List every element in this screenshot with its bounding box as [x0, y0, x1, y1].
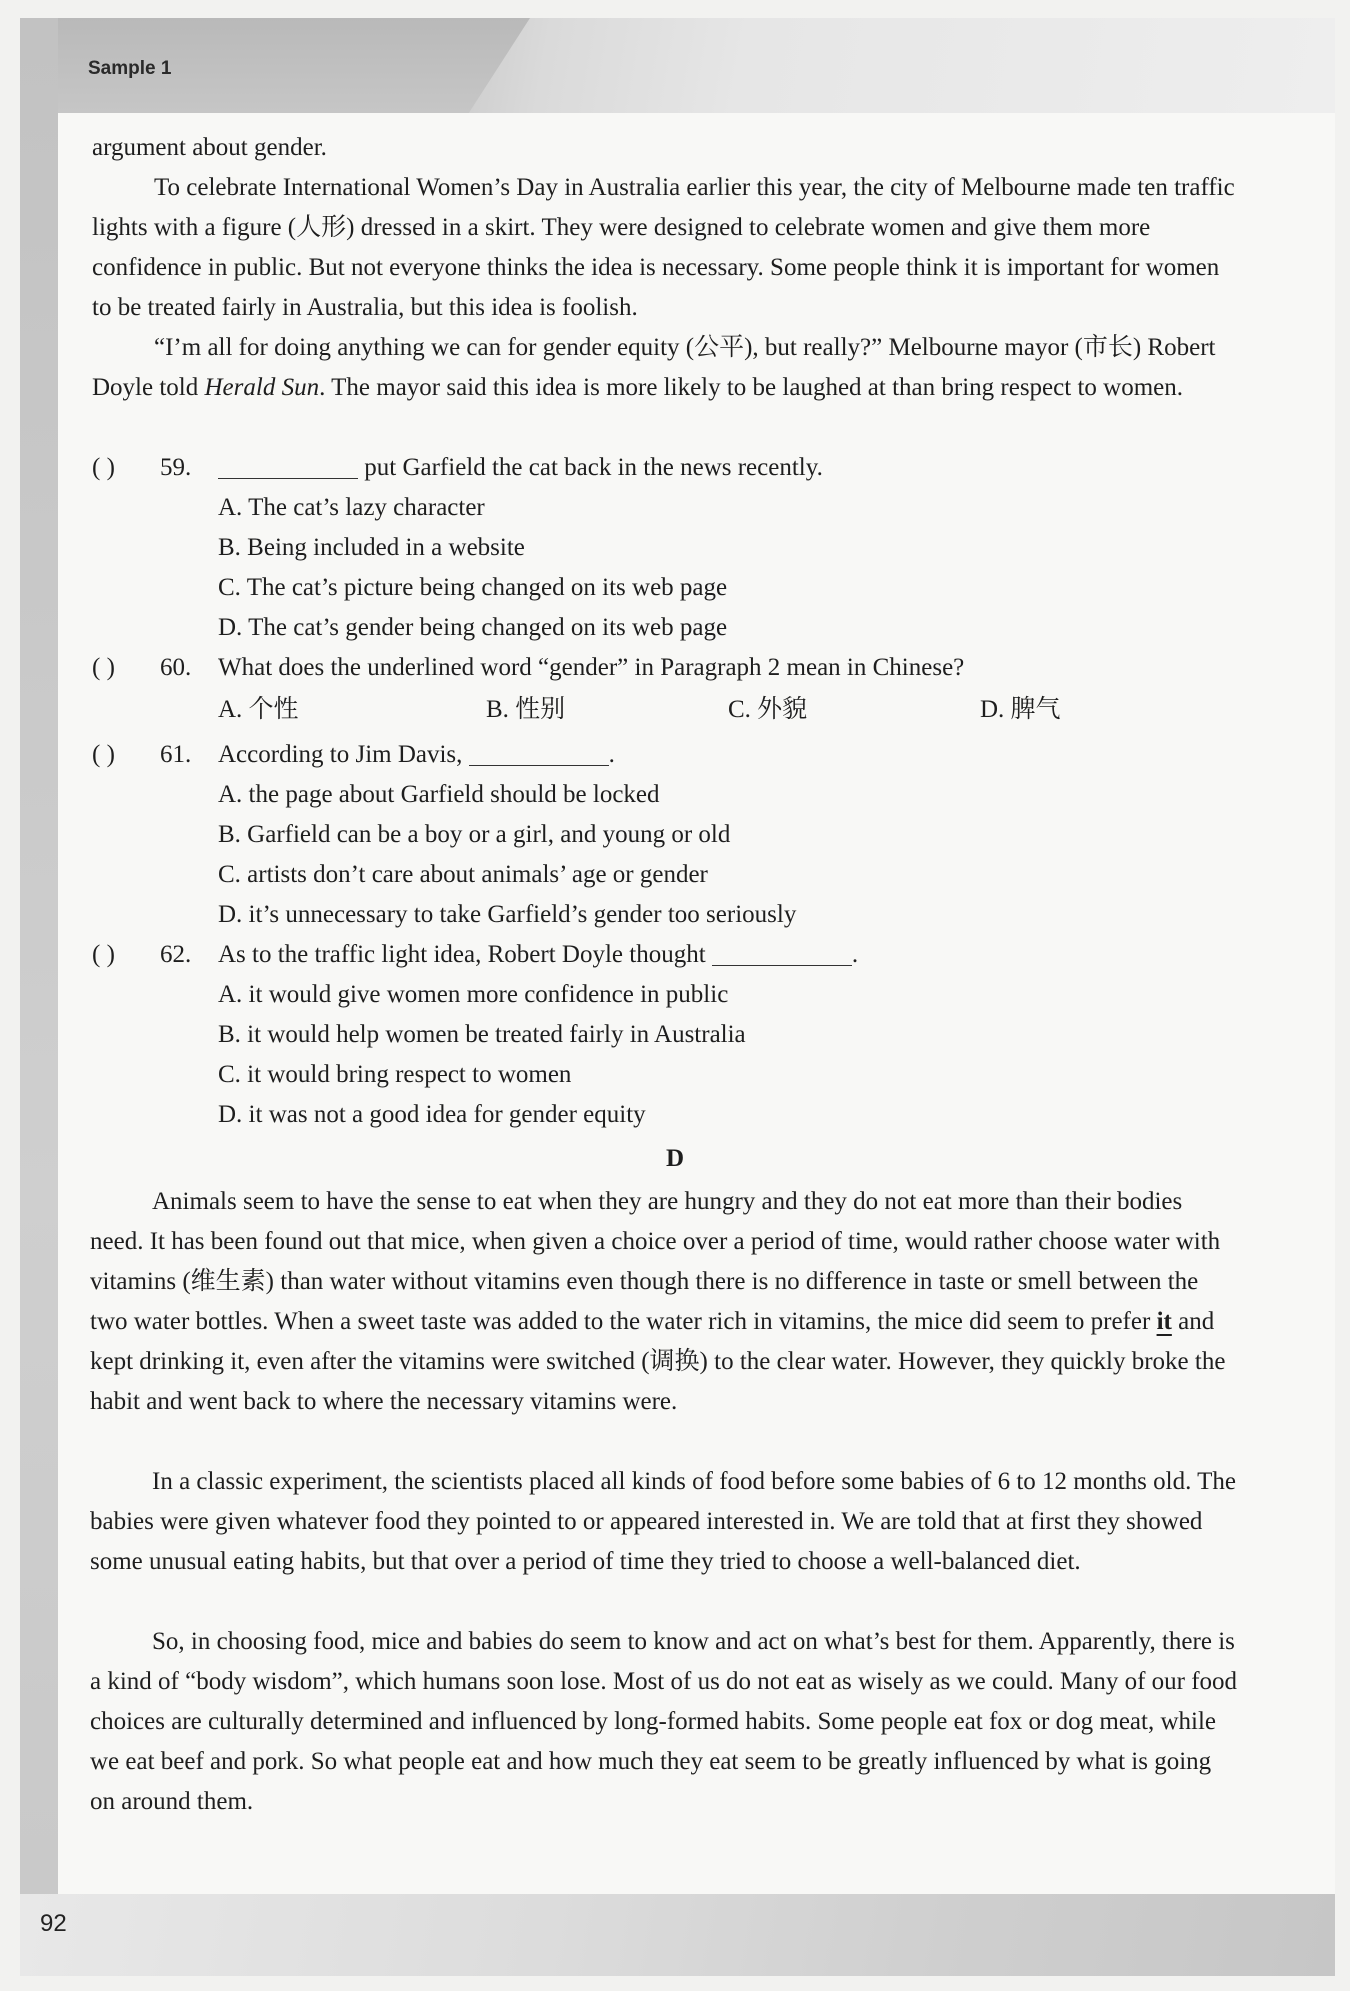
option-b[interactable]: B. Being included in a website — [218, 534, 525, 561]
option-d[interactable]: D. it was not a good idea for gender equity — [218, 1101, 646, 1128]
answer-bracket[interactable]: ( ) — [92, 741, 115, 768]
mayor-text-2: . The mayor said this idea is more likely to be laughed at than bring respect to women. — [319, 374, 1183, 401]
question-stem: As to the traffic light idea, Robert Doyle thought . — [218, 941, 859, 968]
question-number: 59. — [160, 454, 192, 481]
answer-bracket[interactable]: ( ) — [92, 454, 115, 481]
paragraph-mayor — [92, 328, 1242, 408]
answer-blank[interactable] — [218, 454, 358, 479]
option-a[interactable]: A. 个性 — [218, 696, 299, 723]
option-a[interactable]: A. the page about Garfield should be locked — [218, 781, 660, 808]
answer-blank[interactable] — [712, 941, 852, 966]
continued-line: argument about gender. — [92, 134, 327, 161]
answer-bracket[interactable]: ( ) — [92, 654, 115, 681]
answer-bracket[interactable]: ( ) — [92, 941, 115, 968]
sample-label: Sample 1 — [88, 58, 172, 79]
passage-d-paragraph-1: Animals seem to have the sense to eat when they are hungry and they do not eat more than their bodies need. It has been found out that mice, when given a choice over a period of time, would rather choose water with vitamins (维生素) than water without vitamins even though there is no difference in taste or smell between the two water bottles. When a sweet taste was added to the water rich in vitamins, the mice did seem to prefer it and kept drinking it, even after the vitamins were switched (调换) to the clear water. However, they quickly broke the habit and went back to where the necessary vitamins were. — [90, 1188, 1226, 1415]
paragraph-melbourne: To celebrate International Women’s Day in Australia earlier this year, the city of Melbourne made ten traffic lights with a figure (人形) dressed in a skirt. They were designed to celebrate women and give them more confidence in public. But not everyone thinks the idea is necessary. Some people think it is important for women to be treated fairly in Australia, but this idea is foolish. — [92, 174, 1235, 321]
question-number: 61. — [160, 741, 192, 768]
page-number: 92 — [40, 1910, 67, 1937]
question-stem: put Garfield the cat back in the news recently. — [218, 448, 823, 488]
question-stem: According to Jim Davis, . — [218, 741, 615, 768]
question-number: 60. — [160, 654, 192, 681]
option-b[interactable]: B. Garfield can be a boy or a girl, and young or old — [218, 821, 731, 848]
question-stem: What does the underlined word “gender” in Paragraph 2 mean in Chinese? — [218, 654, 965, 681]
answer-blank[interactable] — [469, 741, 609, 766]
newspaper-name: Herald Sun — [204, 374, 320, 401]
option-b[interactable]: B. 性别 — [486, 696, 566, 723]
option-b[interactable]: B. it would help women be treated fairly in Australia — [218, 1021, 746, 1048]
passage-d-heading: D — [665, 1145, 685, 1172]
question-number: 62. — [160, 941, 192, 968]
passage-d-paragraph-3: So, in choosing food, mice and babies do seem to know and act on what’s best for them. Apparently, there is a kind of “body wisdom”, which humans soon lose. Most of us do not eat as wisely as we could. Many of our food choices are culturally determined and influenced by long-formed habits. Some people eat fox or dog meat, while we eat beef and pork. So what people eat and how much they eat seem to be greatly influenced by what is going on around them. — [90, 1628, 1238, 1815]
mayor-text-1: “I’m all for doing anything we can for gender equity (公平), but really?” Melbourne mayor (市长) Robert Doyle told — [92, 334, 1216, 401]
option-c[interactable]: C. artists don’t care about animals’ age or gender — [218, 861, 708, 888]
left-margin-bar — [20, 18, 58, 1976]
option-a[interactable]: A. it would give women more confidence in public — [218, 981, 729, 1008]
option-c[interactable]: C. The cat’s picture being changed on its web page — [218, 574, 728, 601]
option-d[interactable]: D. The cat’s gender being changed on its web page — [218, 614, 728, 641]
option-c[interactable]: C. it would bring respect to women — [218, 1061, 572, 1088]
option-c[interactable]: C. 外貌 — [728, 696, 808, 723]
option-d[interactable]: D. 脾气 — [980, 696, 1061, 723]
underlined-it: it — [1156, 1308, 1172, 1335]
passage-d-paragraph-2: In a classic experiment, the scientists placed all kinds of food before some babies of 6 to 12 months old. The babies were given whatever food they pointed to or appeared interested in. We are told that at first they showed some unusual eating habits, but that over a period of time they tried to choose a well-balanced diet. — [90, 1468, 1236, 1575]
option-a[interactable]: A. The cat’s lazy character — [218, 494, 485, 521]
bottom-banner — [20, 1894, 1335, 1976]
option-d[interactable]: D. it’s unnecessary to take Garfield’s gender too seriously — [218, 901, 797, 928]
